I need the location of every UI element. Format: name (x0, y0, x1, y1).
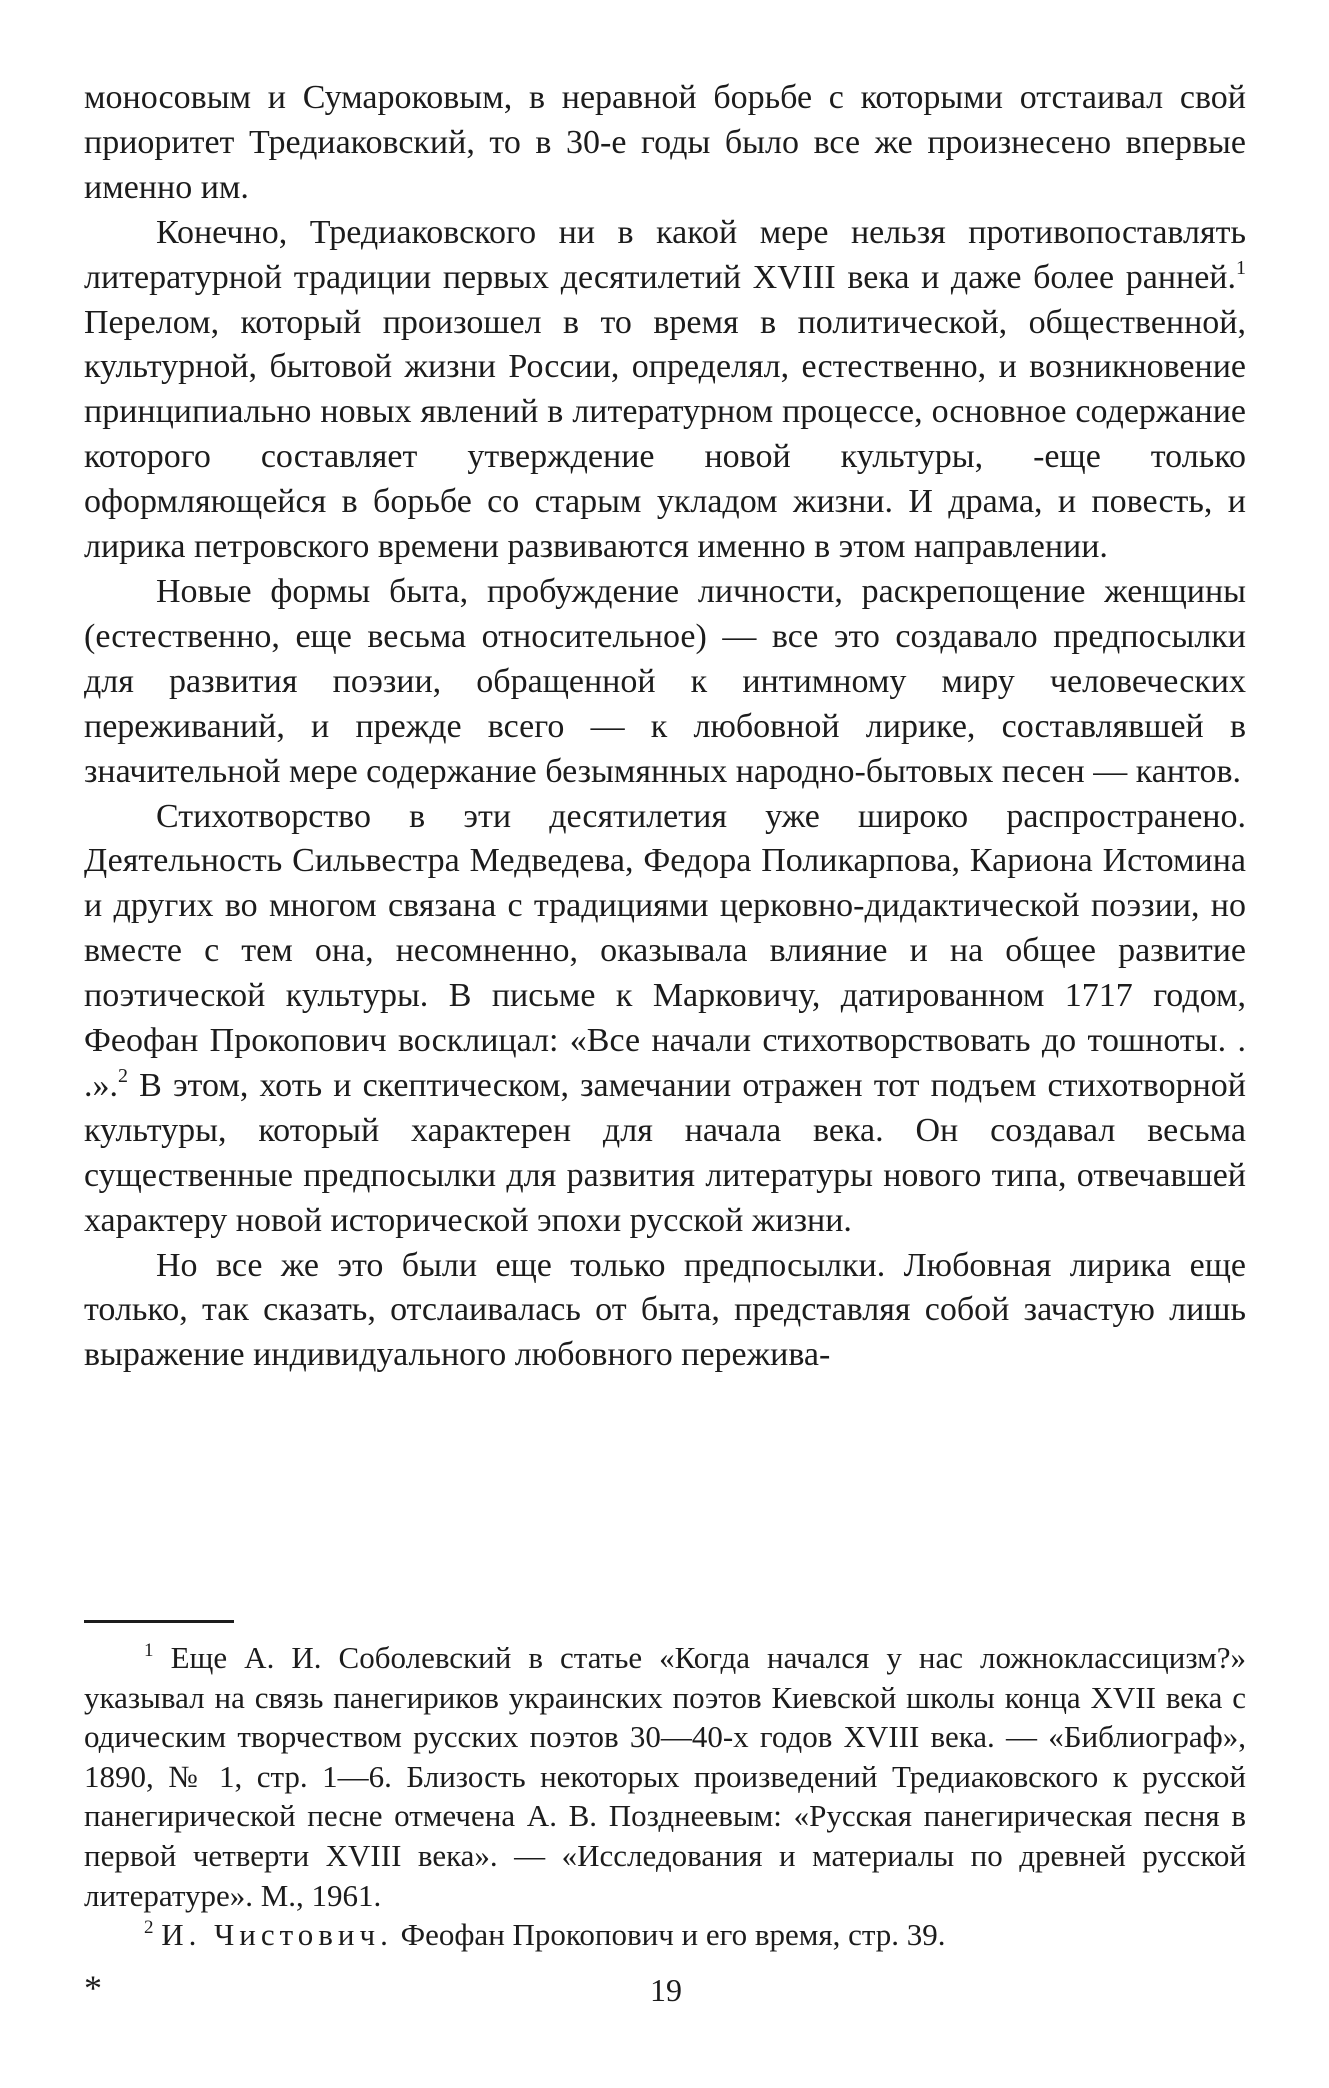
footnote-number: 2 (144, 1917, 154, 1939)
footnote-author: И. Чистович. (161, 1917, 393, 1953)
footnote-2 (84, 1915, 1246, 1955)
paragraph-4-text: Стихотворство в эти десятилетия уже широко распространено. Деятельность Сильвестра Медведева, Федора Поликарпова, Кариона Истомина и других во многом связана с традициями церковно-дидактической поэзии, но вместе с тем она, несомненно, оказывала влияние и на общее развитие поэтической культуры. В письме к Марковичу, датированном 1717 годом, Феофан Прокопович восклицал: «Все начали стихотворствовать до тошноты. . .». (84, 797, 1246, 1104)
footnote-text: Феофан Прокопович и его время, стр. 39. (392, 1917, 946, 1953)
footnote-number: 1 (144, 1640, 154, 1661)
signature-mark: * (84, 1968, 102, 2008)
paragraph-2-text: Конечно, Тредиаковского ни в какой мере нельзя противопоставлять литературной традиции первых десятилетий XVIII века и даже более ранней. (84, 213, 1246, 296)
footnotes (84, 1638, 1246, 1955)
footnote-1 (84, 1638, 1246, 1915)
footnote-text: Еще А. И. Соболевский в статье «Когда начался у нас ложноклассицизм?» указывал на связь панегириков украинских поэтов Киевской школы конца XVII века с одическим творчеством русских поэтов 30—40-х годов XVIII века. — «Библиограф», 1890, № 1, стр. 1—6. Близость некоторых произведений Тредиаковского к русской панегирической песне отмечена А. В. Позднеевым: «Русская панегирическая песня в первой четверти XVIII века». — «Исследования и материалы по древней русской литературе». М., 1961. (84, 1640, 1247, 1913)
footnote-ref-1: 1 (1236, 256, 1246, 279)
footnote-divider (84, 1620, 234, 1623)
page-number: 19 (650, 1972, 682, 2008)
paragraph-2 (84, 211, 1246, 570)
body-text (84, 76, 1246, 1378)
paragraph-4 (84, 795, 1246, 1244)
paragraph-4-text-cont: В этом, хоть и скептическом, замечании отражен тот подъем стихотворной культуры, который характерен для начала века. Он создавал весьма существенные предпосылки для развития литературы нового типа, отвечавшей характеру новой исторической эпохи русской жизни. (84, 1066, 1246, 1239)
paragraph-5: Но все же это были еще только предпосылки. Любовная лирика еще только, так сказать, отслаивалась от быта, представляя собой зачастую лишь выражение индивидуального любовного пережива- (84, 1246, 1246, 1374)
paragraph-2-text-cont: Перелом, который произошел в то время в политической, общественной, культурной, бытовой жизни России, определял, естественно, и возникновение принципиально новых явлений в литературном процессе, основное содержание которого составляет утверждение новой культуры, -еще только оформляющейся в борьбе со старым укладом жизни. И драма, и повесть, и лирика петровского времени развиваются именно в этом направлении. (84, 303, 1246, 566)
paragraph-3: Новые формы быта, пробуждение личности, раскрепощение женщины (естественно, еще весьма относительное) — все это создавало предпосылки для развития поэзии, обращенной к интимному миру человеческих переживаний, и прежде всего — к любовной лирике, составлявшей в значительной мере содержание безымянных народно-бытовых песен — кантов. (84, 572, 1246, 790)
footnote-ref-2: 2 (118, 1064, 128, 1087)
paragraph-1: моносовым и Сумароковым, в неравной борьбе с которыми отстаивал свой приоритет Тредиаковский, то в 30-е годы было все же произнесено впервые именно им. (84, 79, 1246, 206)
